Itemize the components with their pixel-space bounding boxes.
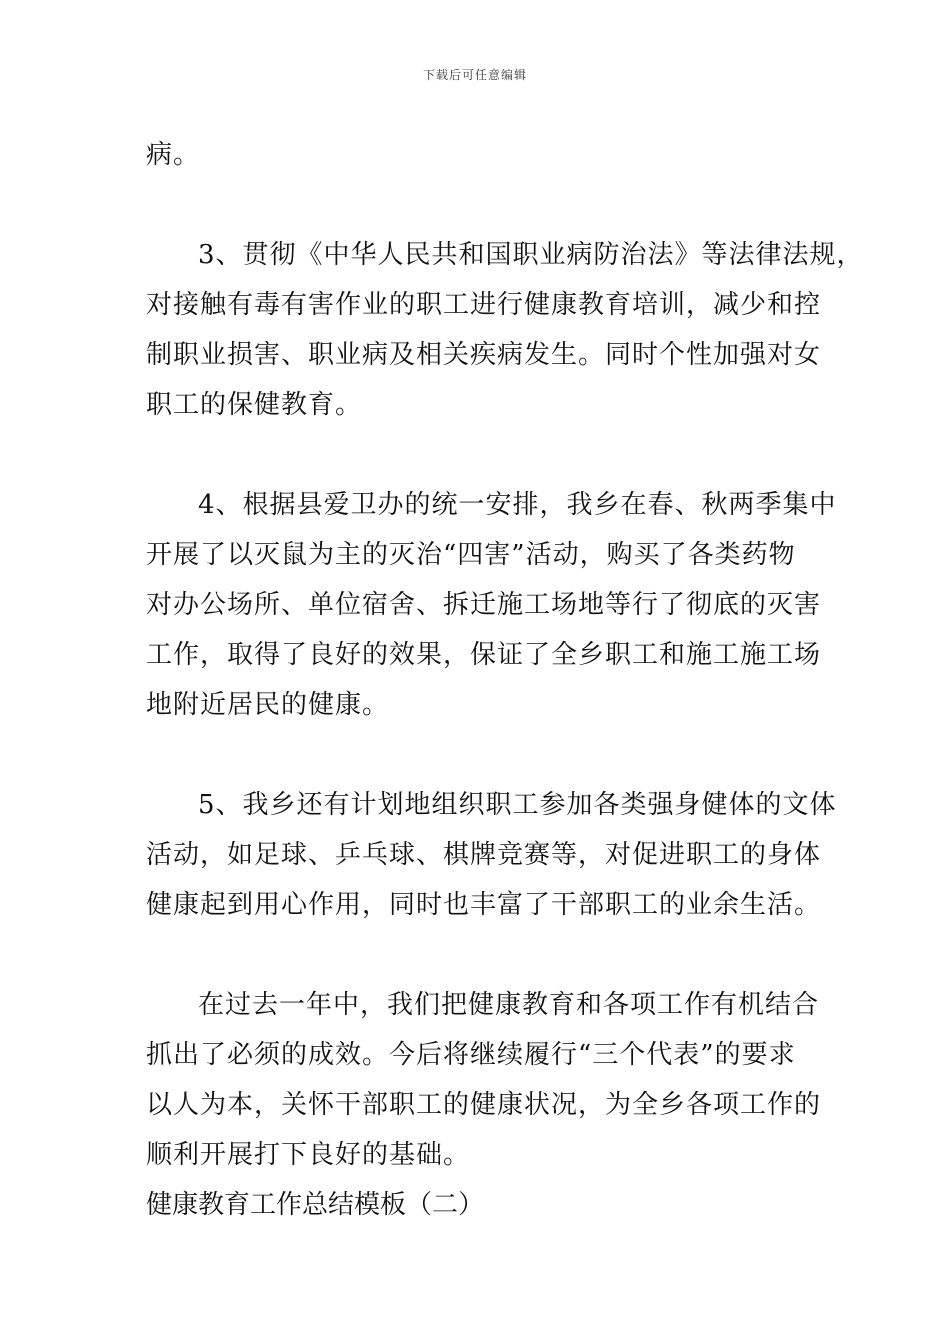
paragraph-line: 抓出了必须的成效。今后将继续履行“三个代表”的要求 [146,1040,796,1070]
document-body [146,130,864,1230]
paragraph-line: 地附近居民的健康。 [146,690,390,720]
paragraph-line: 4、根据县爱卫办的统一安排，我乡在春、秋两季集中 [198,490,837,520]
paragraph-line: 开展了以灭鼠为主的灭治“四害”活动，购买了各类药物 [146,540,796,570]
paragraph-line: 在过去一年中，我们把健康教育和各项工作有机结合 [198,990,820,1020]
paragraph-line: 顺利开展打下良好的基础。 [146,1140,471,1170]
paragraph-line: 病。 [146,140,201,170]
page-header: 下载后可任意编辑 [422,68,527,82]
paragraph-gap [146,930,836,980]
paragraph-line: 对办公场所、单位宿舍、拆迁施工场地等行了彻底的灭害 [146,590,822,620]
paragraph-gap [146,730,836,780]
paragraph [146,480,836,730]
paragraph-gap [146,180,836,230]
paragraph-gap [146,430,836,480]
paragraph-line: 工作，取得了良好的效果，保证了全乡职工和施工施工场 [146,640,822,670]
paragraph-line: 对接触有毒有害作业的职工进行健康教育培训，减少和控 [146,290,822,320]
paragraph-line: 以人为本，关怀干部职工的健康状况，为全乡各项工作的 [146,1090,822,1120]
paragraph-line: 职工的保健教育。 [146,390,363,420]
paragraph [146,230,864,430]
section-title: 健康教育工作总结模板（二） [146,1190,485,1220]
paragraph-line: 活动，如足球、乒乓球、棋牌竞赛等，对促进职工的身体 [146,840,822,870]
paragraph-line: 5、我乡还有计划地组织职工参加各类强身健体的文体 [198,790,837,820]
paragraph-line: 制职业损害、职业病及相关疾病发生。同时个性加强对女 [146,340,822,370]
paragraph [146,780,836,930]
paragraph [146,980,836,1180]
paragraph-line: 3、贯彻《中华人民共和国职业病防治法》等法律法规， [198,240,864,270]
paragraph-line: 健康起到用心作用，同时也丰富了干部职工的业余生活。 [146,890,822,920]
